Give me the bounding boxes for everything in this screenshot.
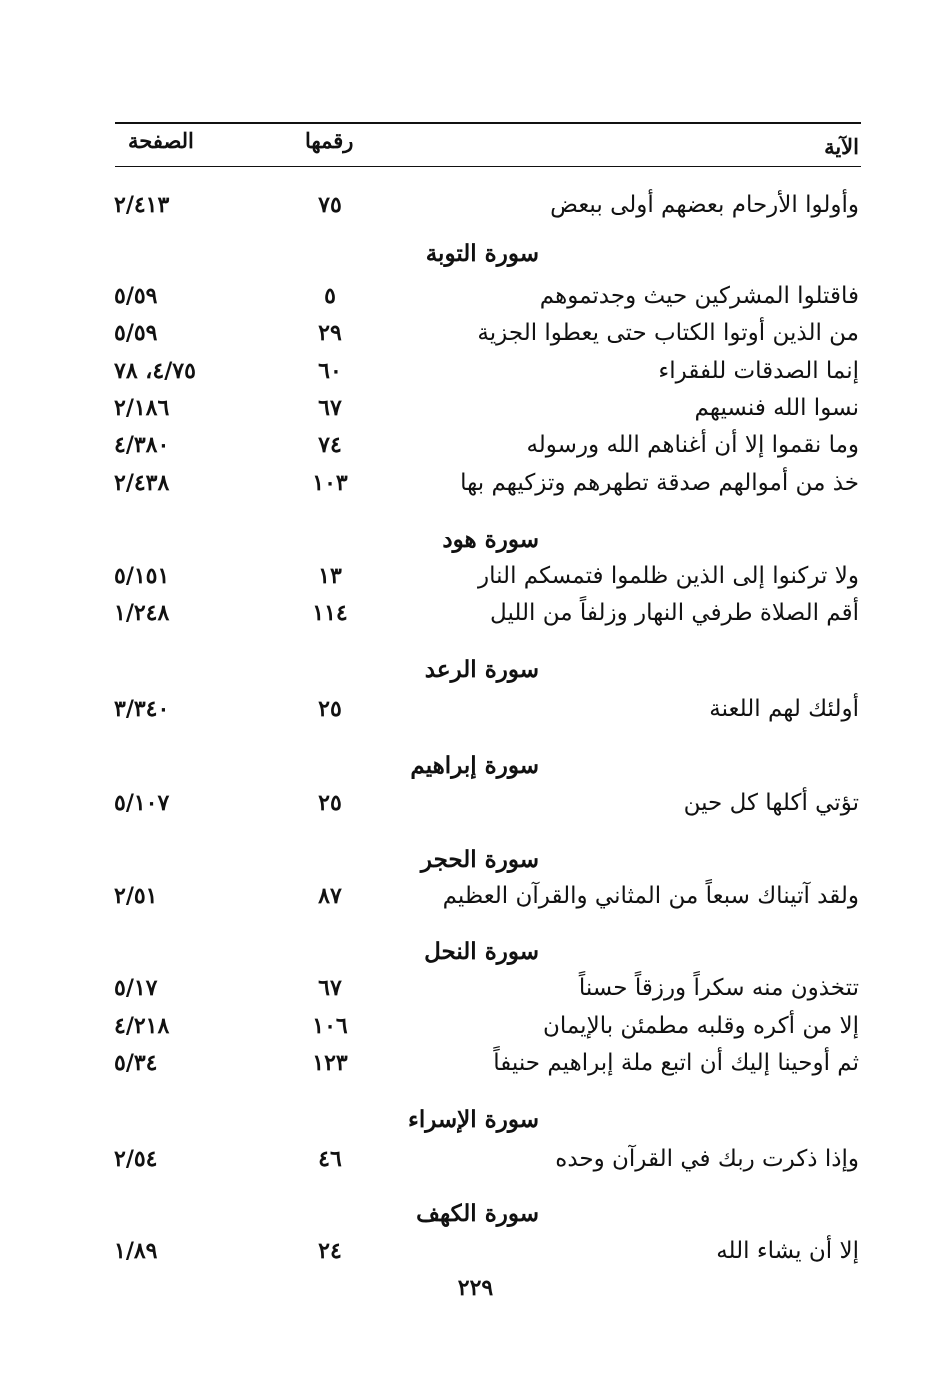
verse-row [0, 1146, 951, 1182]
verse-number: ١٠٦ [312, 1013, 348, 1039]
verse-number: ١٢٣ [312, 1050, 348, 1076]
column-header-verse: الآية [824, 134, 859, 159]
page-reference: ٢/٤١٣ [114, 192, 170, 218]
verse-text: تتخذون منه سكراً ورزقاً حسناً [578, 975, 859, 1001]
verse-text: وأولوا الأرحام بعضهم أولى ببعض [550, 192, 859, 218]
page-reference: ١/٨٩ [114, 1238, 158, 1264]
verse-row [0, 883, 951, 919]
verse-row [0, 470, 951, 506]
page-reference: ٢/٤٣٨ [114, 470, 170, 496]
verse-text: نسوا الله فنسيهم [694, 395, 859, 421]
verse-row [0, 432, 951, 468]
page-reference: ٤/٧٥، ٧٨ [114, 358, 196, 384]
verse-number: ٥ [324, 283, 336, 309]
page-reference: ٣/٣٤٠ [114, 696, 170, 722]
verse-text: خذ من أموالهم صدقة تطهرهم وتزكيهم بها [460, 470, 859, 496]
verse-number: ٢٥ [318, 696, 342, 722]
verse-number: ٢٥ [318, 790, 342, 816]
surah-heading: سورة هود [442, 526, 539, 553]
verse-number: ٢٩ [318, 320, 342, 346]
verse-text: ثم أوحينا إليك أن اتبع ملة إبراهيم حنيفاً [493, 1050, 859, 1076]
page-reference: ٥/١٠٧ [114, 790, 170, 816]
verse-number: ١١٤ [312, 600, 348, 626]
verse-number: ١٣ [318, 563, 342, 589]
verse-text: تؤتي أكلها كل حين [683, 790, 859, 816]
verse-number: ٦٧ [318, 975, 342, 1001]
page-reference: ٢/٥٤ [114, 1146, 158, 1172]
verse-text: إلا أن يشاء الله [716, 1238, 859, 1264]
verse-row [0, 600, 951, 636]
verse-number: ١٠٣ [312, 470, 348, 496]
verse-row [0, 1238, 951, 1274]
column-header-number: رقمها [305, 128, 354, 153]
page-reference: ٤/٣٨٠ [114, 432, 170, 458]
verse-number: ٧٥ [318, 192, 342, 218]
page-reference: ٥/١٥١ [114, 563, 170, 589]
surah-heading: سورة النحل [424, 938, 539, 965]
verse-row [0, 320, 951, 356]
page-reference: ٥/١٧ [114, 975, 158, 1001]
verse-text: وإذا ذكرت ربك في القرآن وحده [555, 1146, 859, 1172]
verse-number: ٢٤ [318, 1238, 342, 1264]
surah-heading: سورة التوبة [425, 240, 539, 267]
column-header-page: الصفحة [128, 128, 194, 153]
page-reference: ١/٢٤٨ [114, 600, 170, 626]
surah-heading: سورة إبراهيم [410, 752, 539, 779]
verse-row [0, 192, 951, 228]
verse-number: ٦٧ [318, 395, 342, 421]
verse-text: من الذين أوتوا الكتاب حتى يعطوا الجزية [477, 320, 859, 346]
verse-text: فاقتلوا المشركين حيث وجدتموهم [539, 283, 859, 309]
verse-row [0, 395, 951, 431]
verse-row [0, 358, 951, 394]
verse-row [0, 1013, 951, 1049]
verse-row [0, 283, 951, 319]
verse-text: إلا من أكره وقلبه مطمئن بالإيمان [542, 1013, 859, 1039]
verse-text: أولئك لهم اللعنة [709, 696, 859, 722]
page-reference: ٥/٥٩ [114, 320, 158, 346]
page-reference: ٢/٥١ [114, 883, 158, 909]
page-reference: ٥/٥٩ [114, 283, 158, 309]
verse-text: أقم الصلاة طرفي النهار وزلفاً من الليل [490, 600, 859, 626]
verse-number: ٤٦ [318, 1146, 342, 1172]
header-rule [115, 166, 861, 167]
surah-heading: سورة الكهف [416, 1200, 539, 1227]
verse-number: ٦٠ [318, 358, 342, 384]
verse-row [0, 1050, 951, 1086]
verse-row [0, 696, 951, 732]
surah-heading: سورة الحجر [420, 846, 539, 873]
verse-row [0, 563, 951, 599]
page-number: ٢٢٩ [457, 1275, 494, 1301]
verse-text: وما نقموا إلا أن أغناهم الله ورسوله [526, 432, 859, 458]
top-rule [115, 122, 861, 124]
verse-row [0, 790, 951, 826]
verse-text: ولقد آتيناك سبعاً من المثاني والقرآن العظيم [442, 883, 859, 909]
verse-number: ٧٤ [318, 432, 342, 458]
verse-text: ولا تركنوا إلى الذين ظلموا فتمسكم النار [478, 563, 859, 589]
surah-heading: سورة الإسراء [408, 1106, 539, 1133]
page-reference: ٤/٢١٨ [114, 1013, 170, 1039]
surah-heading: سورة الرعد [424, 656, 539, 683]
page-reference: ٢/١٨٦ [114, 395, 170, 421]
verse-text: إنما الصدقات للفقراء [658, 358, 859, 384]
page-reference: ٥/٣٤ [114, 1050, 158, 1076]
verse-row [0, 975, 951, 1011]
verse-number: ٨٧ [318, 883, 342, 909]
